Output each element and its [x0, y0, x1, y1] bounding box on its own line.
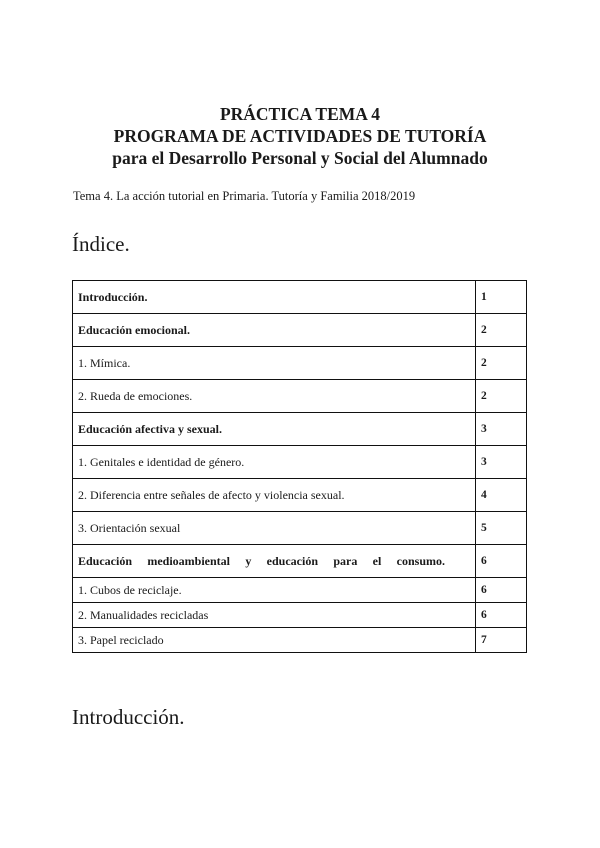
toc-entry-label: 2. Diferencia entre señales de afecto y violencia sexual.: [73, 479, 476, 512]
toc-row: [73, 380, 527, 413]
table-of-contents: [72, 280, 527, 653]
toc-entry-label: 2. Rueda de emociones.: [73, 380, 476, 413]
toc-row: [73, 281, 527, 314]
toc-row: [73, 413, 527, 446]
toc-entry-page: 7: [476, 628, 527, 653]
toc-entry-label: 1. Genitales e identidad de género.: [73, 446, 476, 479]
toc-entry-label: Introducción.: [73, 281, 476, 314]
toc-entry-page: 2: [476, 347, 527, 380]
introduction-heading: Introducción.: [72, 705, 185, 729]
toc-entry-page: 6: [476, 603, 527, 628]
toc-row: [73, 628, 527, 653]
document-subtitle: Tema 4. La acción tutorial en Primaria. Tutoría y Familia 2018/2019: [73, 189, 416, 203]
toc-row: [73, 446, 527, 479]
toc-entry-page: 1: [476, 281, 527, 314]
title-line-3: para el Desarrollo Personal y Social del Alumnado: [112, 148, 488, 168]
title-line-1: PRÁCTICA TEMA 4: [219, 104, 381, 124]
toc-row: [73, 347, 527, 380]
toc-row: [73, 512, 527, 545]
toc-entry-label: 1. Cubos de reciclaje.: [73, 578, 476, 603]
title-line-2: PROGRAMA DE ACTIVIDADES DE TUTORÍA: [113, 126, 487, 146]
toc-entry-label: 3. Orientación sexual: [73, 512, 476, 545]
toc-row: [73, 578, 527, 603]
toc-row: [73, 603, 527, 628]
toc-row: [73, 479, 527, 512]
toc-entry-label: 1. Mímica.: [73, 347, 476, 380]
toc-entry-page: 3: [476, 446, 527, 479]
toc-entry-page: 2: [476, 314, 527, 347]
toc-entry-label: Educación afectiva y sexual.: [73, 413, 476, 446]
index-heading: Índice.: [72, 232, 130, 256]
toc-entry-page: 6: [476, 578, 527, 603]
document-title: [0, 103, 600, 169]
toc-row: [73, 314, 527, 347]
toc-entry-label: 3. Papel reciclado: [73, 628, 476, 653]
toc-row: [73, 545, 527, 578]
toc-entry-page: 3: [476, 413, 527, 446]
toc-entry-page: 6: [476, 545, 527, 578]
toc-entry-label: Educación emocional.: [73, 314, 476, 347]
toc-entry-page: 2: [476, 380, 527, 413]
toc-entry-page: 4: [476, 479, 527, 512]
toc-entry-label: 2. Manualidades recicladas: [73, 603, 476, 628]
toc-entry-label: Educación medioambiental y educación para el consumo.: [73, 545, 476, 578]
toc-entry-page: 5: [476, 512, 527, 545]
